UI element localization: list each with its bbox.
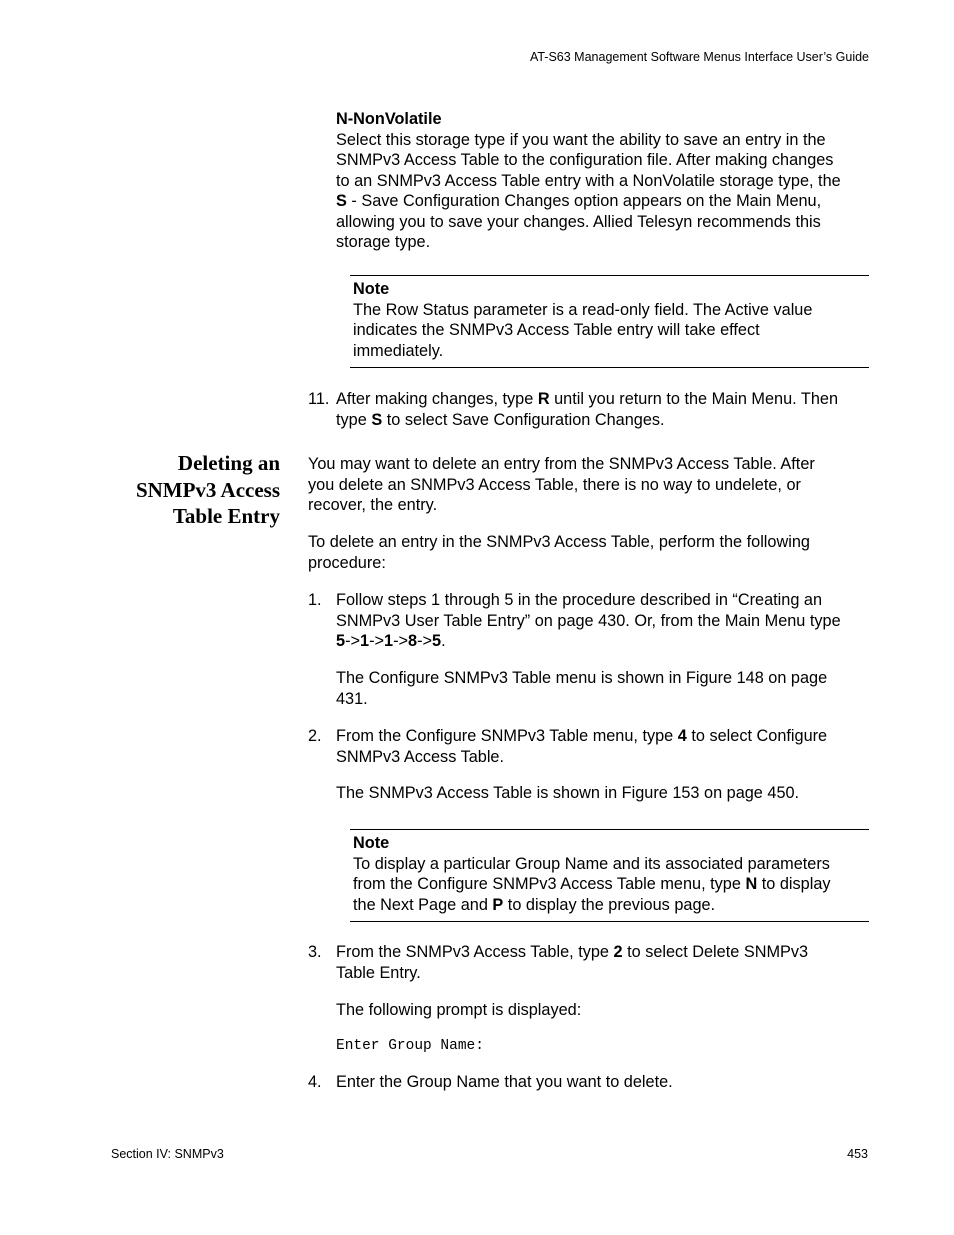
procedure-paragraph: To delete an entry in the SNMPv3 Access Table, perform the following procedure:: [308, 533, 810, 572]
note-box: [350, 275, 869, 368]
definition-line: storage type.: [336, 233, 431, 251]
note-line: The Row Status parameter is a read-only field. The Active value: [353, 300, 813, 319]
step-result: The SNMPv3 Access Table is shown in Figure 153 on page 450.: [336, 784, 800, 802]
prompt-intro: The following prompt is displayed:: [336, 1001, 582, 1019]
intro-paragraph: You may want to delete an entry from the SNMPv3 Access Table. After you delete an SNMPv3 Access Table, there is no way to undelete, or recover, the entry.: [308, 455, 815, 514]
note-title: Note: [353, 280, 390, 298]
step-text: From the SNMPv3 Access Table, type 2 to select Delete SNMPv3 Table Entry.: [336, 943, 809, 982]
note-box: Note To display a particular Group Name and its associated parameters from the Configure SNMPv3 Access Table menu, type N to display the Next Page and P to display the previous page.: [350, 829, 869, 922]
menu-path: 5->1->1->8->5.: [336, 632, 446, 650]
nonvolatile-term: N-NonVolatile: [336, 110, 442, 128]
step-number: 4.: [308, 1073, 322, 1091]
definition-line: SNMPv3 Access Table to the configuration file. After making changes: [336, 151, 834, 169]
definition-line: to an SNMPv3 Access Table entry with a NonVolatile storage type, the: [336, 171, 841, 190]
inline-text: - Save Configuration Changes option appears on the Main Menu,: [346, 192, 822, 210]
step-number: 3.: [308, 943, 322, 961]
section-heading: Deleting an SNMPv3 Access Table Entry: [135, 451, 280, 528]
definition-line: allowing you to save your changes. Allied Telesyn recommends this: [336, 212, 821, 231]
prompt-code: Enter Group Name:: [336, 1038, 484, 1054]
note-line: immediately.: [353, 341, 444, 360]
step-text: Enter the Group Name that you want to delete.: [336, 1073, 673, 1091]
step-text: Follow steps 1 through 5 in the procedure described in “Creating an SNMPv3 User Table Entry” on page 430. Or, from the Main Menu type 5->1->1->8->5.: [336, 590, 869, 652]
nonvolatile-definition: [336, 109, 869, 253]
step-result: The Configure SNMPv3 Table menu is shown in Figure 148 on page 431.: [336, 669, 828, 708]
definition-line: [336, 191, 869, 212]
note-line: indicates the SNMPv3 Access Table entry will take effect: [353, 321, 760, 339]
step-text: After making changes, type R until you return to the Main Menu. Then type S to select Save Configuration Changes.: [336, 390, 838, 429]
page-number: 453: [847, 1147, 868, 1161]
step-number: 1.: [308, 591, 322, 609]
step-text: From the Configure SNMPv3 Table menu, type 4 to select Configure SNMPv3 Access Table.: [336, 727, 828, 766]
step-number: 2.: [308, 727, 322, 745]
step-number: 11.: [308, 390, 330, 408]
running-header: AT-S63 Management Software Menus Interface User’s Guide: [529, 50, 869, 64]
definition-line: Select this storage type if you want the ability to save an entry in the: [336, 130, 826, 149]
footer-section: Section IV: SNMPv3: [111, 1147, 224, 1161]
note-title: Note: [353, 834, 390, 852]
inline-bold: S: [336, 192, 347, 210]
